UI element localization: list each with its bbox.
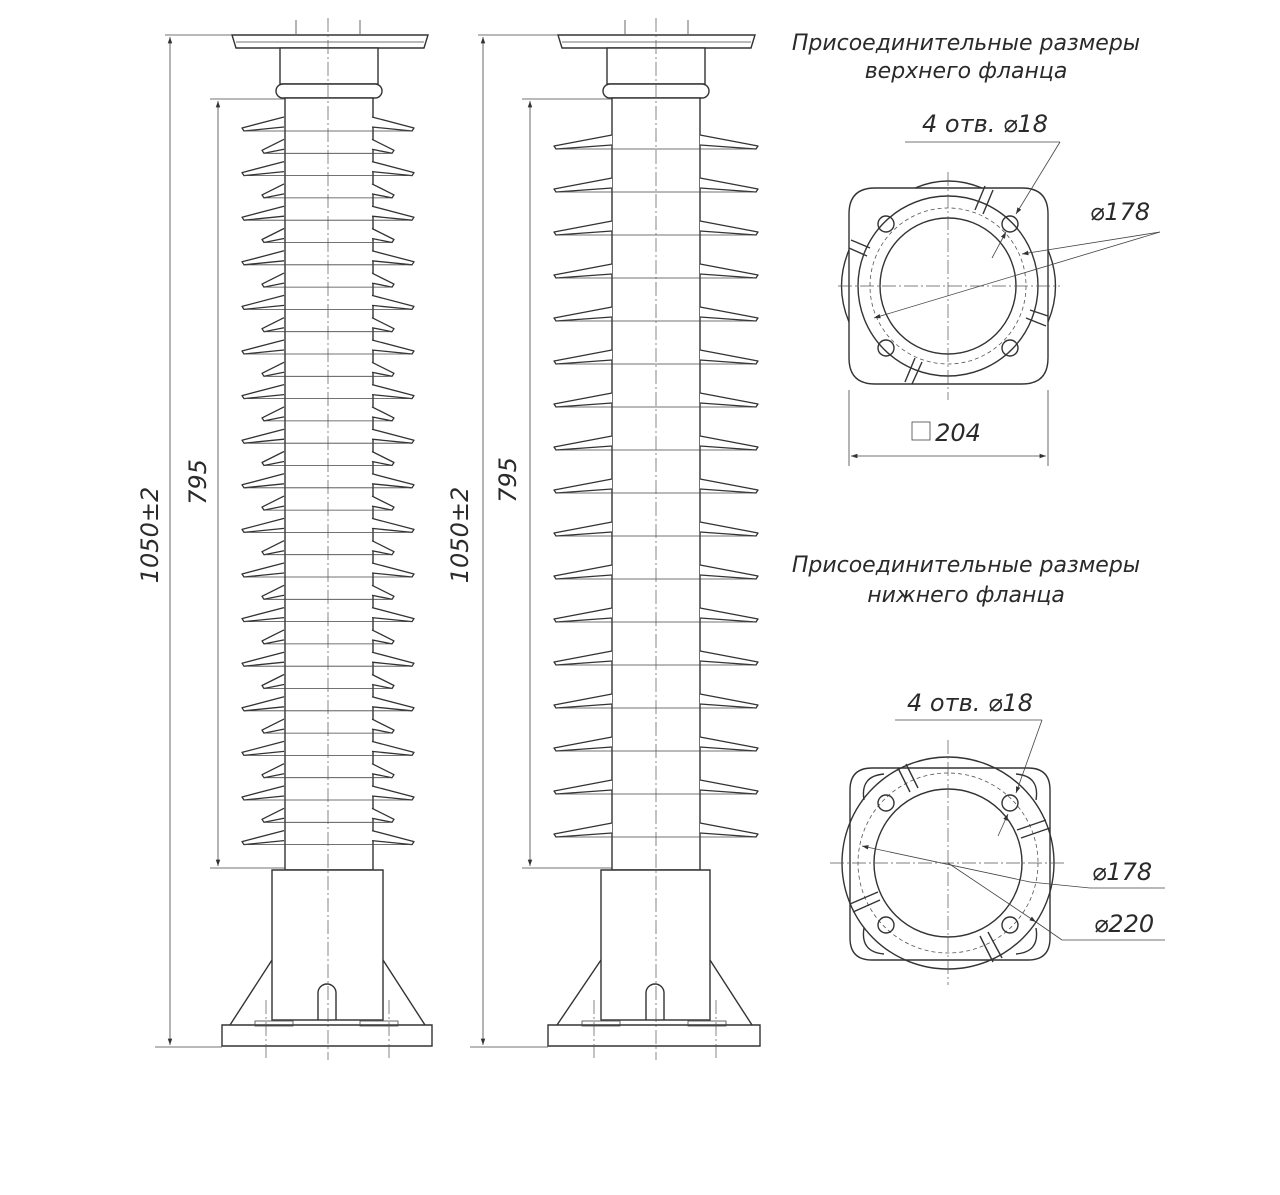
lower-flange-outer-diameter-label: ⌀220 (1093, 910, 1155, 938)
lower-flange-holes-label: 4 отв. ⌀18 (907, 689, 1033, 717)
lower-flange-caption-line2: нижнего фланца (867, 583, 1065, 608)
right-shed-dimension: 795 (494, 457, 522, 503)
upper-flange-square-label: 204 (935, 419, 981, 447)
upper-flange-caption-line1: Присоединительные размеры (791, 31, 1141, 56)
lower-flange-view (830, 720, 1165, 985)
left-shed-dimension: 795 (184, 459, 212, 505)
upper-flange-holes-label: 4 отв. ⌀18 (922, 110, 1048, 138)
lower-flange-bolt-circle-label: ⌀178 (1091, 858, 1153, 886)
lower-flange-caption-line1: Присоединительные размеры (791, 553, 1141, 578)
upper-flange-view (838, 142, 1160, 466)
insulator-left (222, 18, 432, 1060)
left-height-dimension: 1050±2 (136, 486, 164, 584)
right-height-dimension: 1050±2 (446, 486, 474, 584)
upper-flange-bolt-circle-label: ⌀178 (1089, 198, 1151, 226)
insulator-right (548, 18, 760, 1060)
left-dimensions (155, 35, 285, 1047)
upper-flange-caption-line2: верхнего фланца (864, 59, 1068, 84)
